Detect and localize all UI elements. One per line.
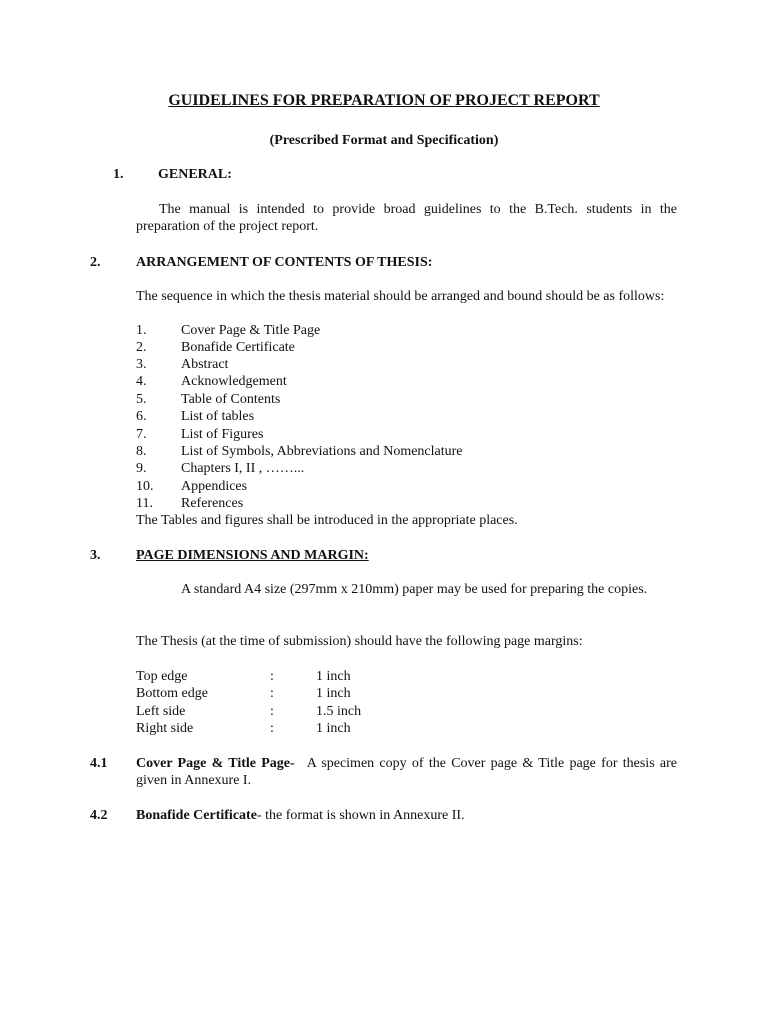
list-item-number: 4. [136, 374, 147, 389]
margin-row [136, 668, 436, 685]
list-item-text: Appendices [181, 479, 248, 494]
margin-label: Top edge [136, 669, 188, 684]
section-2-number: 2. [90, 255, 101, 270]
section-3-number: 3. [90, 548, 101, 563]
list-item-number: 7. [136, 427, 147, 442]
margin-value: 1 inch [316, 686, 351, 701]
margin-separator: : [270, 686, 274, 701]
margin-value: 1 inch [316, 669, 351, 684]
section-3-paragraph-2: The Thesis (at the time of submission) should have the following page margins: [136, 634, 583, 649]
section-4-2-heading: Bonafide Certificate [136, 808, 257, 823]
section-3-heading: PAGE DIMENSIONS AND MARGIN: [136, 548, 369, 563]
list-item-text: Abstract [181, 357, 229, 372]
list-item-text: List of Symbols, Abbreviations and Nomenclature [181, 444, 463, 459]
document-subtitle: (Prescribed Format and Specification) [269, 133, 499, 148]
list-item-number: 2. [136, 340, 147, 355]
margin-label: Left side [136, 704, 186, 719]
document-title: GUIDELINES FOR PREPARATION OF PROJECT REPORT [168, 92, 600, 109]
section-1-paragraph: The manual is intended to provide broad guidelines to the B.Tech. students in the preparation of the project report. [136, 202, 677, 234]
list-item-text: Chapters I, II , ……... [181, 461, 305, 476]
margin-label: Right side [136, 721, 194, 736]
margin-label: Bottom edge [136, 686, 208, 701]
margin-row [136, 720, 436, 737]
section-2-closing: The Tables and figures shall be introduced in the appropriate places. [136, 513, 518, 528]
list-item-text: Bonafide Certificate [181, 340, 295, 355]
list-item-text: Acknowledgement [181, 374, 287, 389]
list-item-number: 3. [136, 357, 147, 372]
section-2-heading: ARRANGEMENT OF CONTENTS OF THESIS: [136, 255, 433, 270]
list-item-number: 10. [136, 479, 154, 494]
section-4-1-heading: Cover Page & Title Page- [136, 756, 295, 771]
list-item-text: List of tables [181, 409, 255, 424]
section-1-number: 1. [113, 167, 124, 182]
section-1-heading: GENERAL: [158, 167, 232, 182]
list-item-text: List of Figures [181, 427, 264, 442]
margin-value: 1 inch [316, 721, 351, 736]
section-4-2-text: - the format is shown in Annexure II. [256, 808, 465, 823]
section-4-1-text: A specimen copy of the Cover page & Title page for thesis are given in Annexure I. [136, 756, 677, 788]
margin-separator: : [270, 704, 274, 719]
margin-row [136, 703, 436, 720]
list-item-number: 1. [136, 323, 147, 338]
section-4-2-paragraph [136, 807, 465, 824]
list-item-number: 8. [136, 444, 147, 459]
list-item-number: 9. [136, 461, 147, 476]
margin-separator: : [270, 721, 274, 736]
section-3-paragraph-1: A standard A4 size (297mm x 210mm) paper may be used for preparing the copies. [181, 582, 648, 597]
section-2-intro: The sequence in which the thesis material should be arranged and bound should be as follows: [136, 289, 665, 304]
list-item-text: Cover Page & Title Page [181, 323, 321, 338]
list-item-number: 6. [136, 409, 147, 424]
section-4-1-paragraph [136, 755, 677, 789]
margin-separator: : [270, 669, 274, 684]
list-item-number: 11. [136, 496, 153, 511]
section-4-1-number: 4.1 [90, 756, 108, 771]
margin-value: 1.5 inch [316, 704, 362, 719]
list-item-number: 5. [136, 392, 147, 407]
section-4-2-number: 4.2 [90, 808, 108, 823]
margin-row [136, 685, 436, 702]
list-item-text: Table of Contents [181, 392, 281, 407]
list-item-text: References [181, 496, 244, 511]
